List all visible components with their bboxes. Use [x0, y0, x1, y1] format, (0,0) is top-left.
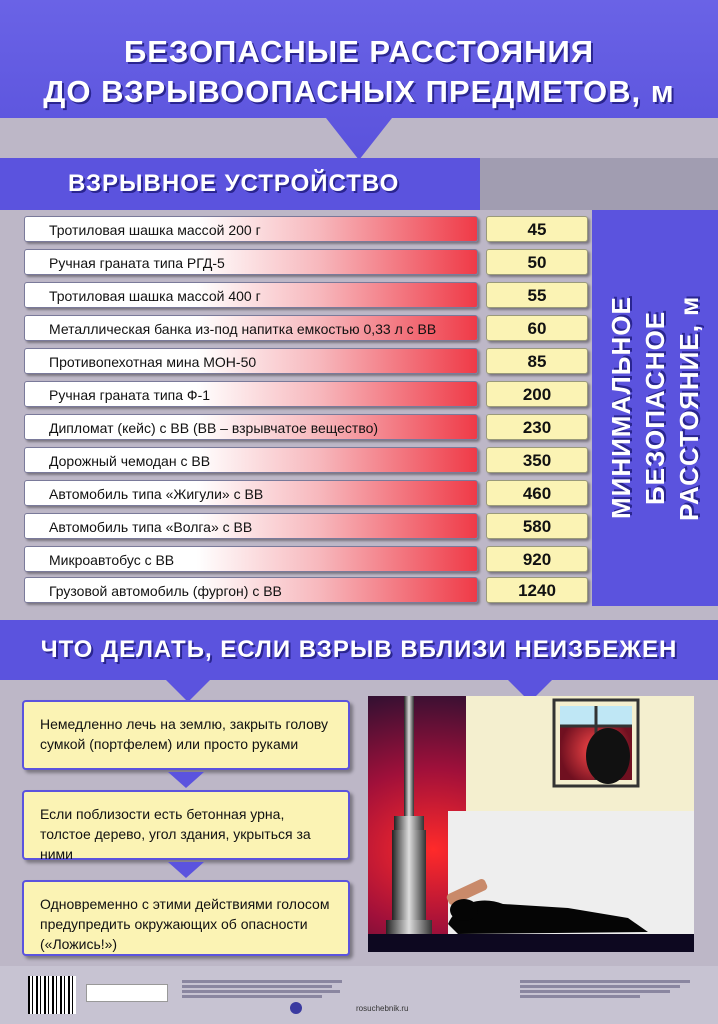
- table-row-label: Дипломат (кейс) с ВВ (ВВ – взрывчатое вещество): [24, 414, 478, 440]
- table-row-label: Автомобиль типа «Волга» с ВВ: [24, 513, 478, 539]
- advice-step-2: [22, 790, 350, 860]
- table-row-value: 45: [486, 216, 588, 242]
- table-row-label: Противопехотная мина МОН-50: [24, 348, 478, 374]
- table-row-label: Ручная граната типа Ф-1: [24, 381, 478, 407]
- section-title-explosive-device: ВЗРЫВНОЕ УСТРОЙСТВО: [68, 170, 400, 197]
- advice-step-3-text: Одновременно с этими действиями голосом предупредить окружающих об опасности («Ложись!»): [40, 896, 330, 952]
- section-title-what-to-do: ЧТО ДЕЛАТЬ, ЕСЛИ ВЗРЫВ ВБЛИЗИ НЕИЗБЕЖЕН: [40, 636, 678, 663]
- table-row-value: 60: [486, 315, 588, 341]
- advice-step-3: [22, 880, 350, 956]
- table-row-label: Грузовой автомобиль (фургон) с ВВ: [24, 577, 478, 603]
- table-row-value: 50: [486, 249, 588, 275]
- page-title-line-2: ДО ВЗРЫВООПАСНЫХ ПРЕДМЕТОВ, м: [43, 74, 675, 109]
- table-row-value: 55: [486, 282, 588, 308]
- footer-website: rosuchebnik.ru: [356, 1004, 409, 1013]
- table-row-value: 230: [486, 414, 588, 440]
- footer-publisher-block: [520, 978, 700, 1000]
- arrow-down-icon: [168, 772, 204, 788]
- table-row-value: 200: [486, 381, 588, 407]
- arrow-down-icon: [168, 862, 204, 878]
- table-row-label: Микроавтобус с ВВ: [24, 546, 478, 572]
- table-row-label: Автомобиль типа «Жигули» с ВВ: [24, 480, 478, 506]
- table-row-value: 1240: [486, 577, 588, 603]
- side-label: [592, 210, 718, 606]
- table-row-label: Дорожный чемодан с ВВ: [24, 447, 478, 473]
- table-row-value: 920: [486, 546, 588, 572]
- table-row-label: Металлическая банка из-под напитка емкостью 0,33 л с ВВ: [24, 315, 478, 341]
- pointer-triangle-left: [166, 680, 210, 702]
- publisher-logo-icon: [290, 1002, 302, 1014]
- illustration-explosion-scene: [368, 696, 694, 952]
- footer-credits-block: [182, 978, 352, 1000]
- side-label-text: МИНИМАЛЬНОЕ БЕЗОПАСНОЕ РАССТОЯНИЕ, м: [606, 295, 704, 521]
- table-row-value: 350: [486, 447, 588, 473]
- explosion-scene-svg: [368, 696, 694, 952]
- barcode-icon: [28, 976, 76, 1014]
- table-row-label: Ручная граната типа РГД-5: [24, 249, 478, 275]
- section-header-filler: [480, 158, 718, 210]
- table-row-label: Тротиловая шашка массой 400 г: [24, 282, 478, 308]
- table-row-value: 85: [486, 348, 588, 374]
- table-row-value: 580: [486, 513, 588, 539]
- page-title-line-1: БЕЗОПАСНЫЕ РАССТОЯНИЯ: [123, 34, 595, 69]
- price-sticker-box: [86, 984, 168, 1002]
- table-row-value: 460: [486, 480, 588, 506]
- table-row-label: Тротиловая шашка массой 200 г: [24, 216, 478, 242]
- advice-step-1: [22, 700, 350, 770]
- advice-step-2-text: Если поблизости есть бетонная урна, толстое дерево, угол здания, укрыться за ними: [40, 806, 311, 862]
- advice-step-1-text: Немедленно лечь на землю, закрыть голову сумкой (портфелем) или просто руками: [40, 716, 329, 752]
